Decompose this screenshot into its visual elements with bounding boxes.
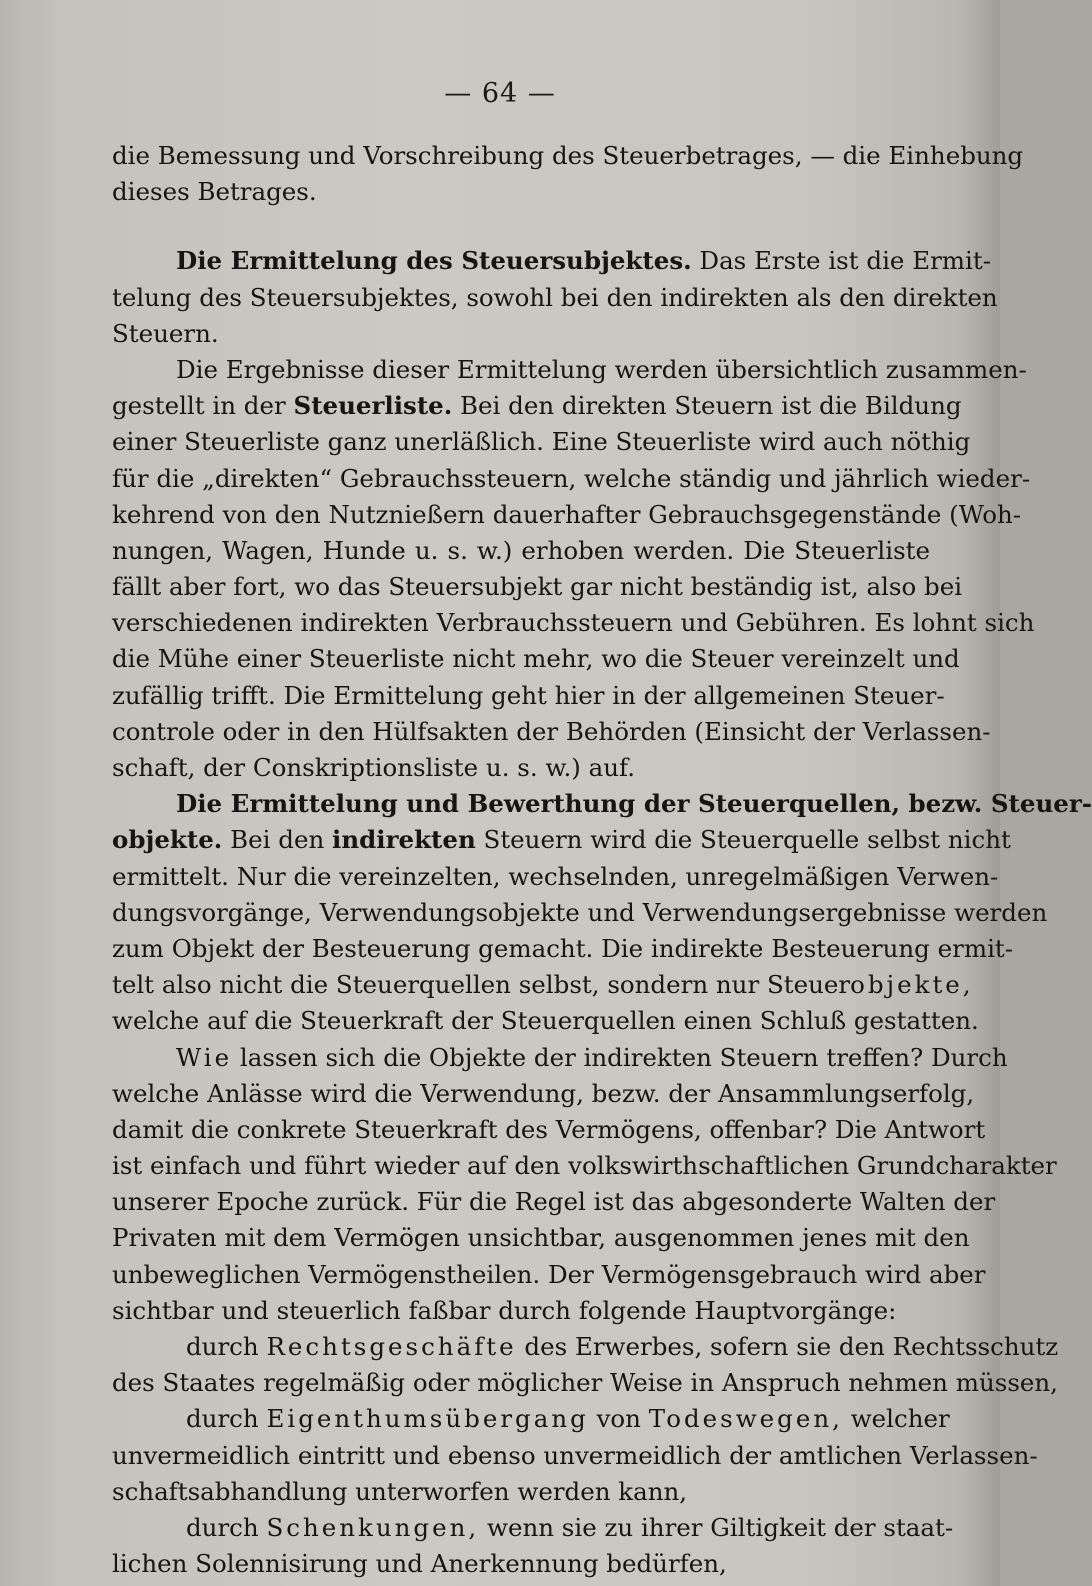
text-line [112, 786, 1092, 822]
text-line [112, 859, 999, 895]
text-line [112, 1040, 1008, 1076]
text-segment: Steuern wird die Steuerquelle selbst nicht [475, 825, 1011, 855]
text-segment: dungsvorgänge, Verwendungsobjekte und Verwendungsergebnisse werden [112, 897, 1048, 927]
text-line [112, 1293, 930, 1329]
text-line [112, 895, 1048, 931]
text-line [112, 174, 930, 210]
text-segment: durch [186, 1404, 267, 1434]
spaced-text: Eigenthumsübergang [266, 1404, 589, 1434]
bold-text: indirekten [332, 825, 476, 855]
paragraph-gap [112, 210, 930, 243]
text-line [112, 1184, 996, 1220]
text-line [112, 1510, 954, 1546]
text-segment: Das Erste ist die Ermit- [691, 246, 991, 276]
bold-text: Die Ermittelung des Steuersubjektes. [176, 246, 692, 276]
bold-text: objekte. [112, 825, 223, 855]
text-segment: des Erwerbes, sofern sie den Rechtsschutz [516, 1332, 1059, 1361]
body-text [112, 138, 1092, 1582]
text-segment: für die „direkten“ Gebrauchssteuern, welche ständig und jährlich wieder- [112, 463, 1031, 493]
text-segment: welche Anlässe wird die Verwendung, bezw. der Ansammlungserfolg, [112, 1078, 975, 1108]
text-segment: schaftsabhandlung unterworfen werden kann, [112, 1476, 688, 1506]
text-line [112, 1474, 930, 1510]
text-segment: Steuern. [112, 318, 219, 348]
text-segment: controle oder in den Hülfsakten der Behörden (Einsicht der Verlassen- [112, 716, 991, 746]
text-line [112, 1401, 950, 1437]
text-line [112, 1003, 979, 1039]
text-segment: telung des Steuersubjektes, sowohl bei den indirekten als den direkten [112, 282, 998, 312]
text-line [112, 388, 962, 424]
text-line [112, 931, 1014, 967]
text-segment: die Mühe einer Steuerliste nicht mehr, wo die Steuer vereinzelt und [112, 644, 960, 674]
text-line [112, 533, 930, 569]
bold-text: Die Ermittelung und Bewerthung der Steuerquellen, bezw. Steuer- [176, 789, 1092, 819]
text-line [112, 678, 945, 714]
text-line [112, 750, 930, 786]
text-segment: die Bemessung und Vorschreibung des Steuerbetrages, — die Einhebung [112, 141, 1024, 170]
text-segment: welcher [842, 1404, 950, 1434]
text-line [112, 605, 1035, 641]
text-segment: welche auf die Steuerkraft der Steuerquellen einen Schluß gestatten. [112, 1006, 979, 1036]
bold-text: Steuerliste. [293, 391, 453, 421]
text-line [112, 1148, 1057, 1184]
text-line [112, 714, 991, 750]
page-number: — 64 — [444, 78, 556, 109]
spaced-text: Rechtsgeschäfte [266, 1332, 517, 1361]
text-line [112, 1438, 1038, 1474]
text-segment: damit die conkrete Steuerkraft des Vermögens, offenbar? Die Antwort [112, 1114, 986, 1144]
text-segment: Bei den [222, 825, 333, 855]
spaced-text: Schenkungen, [266, 1512, 480, 1542]
text-segment: durch [186, 1332, 267, 1361]
text-segment: des Staates regelmäßig oder möglicher Weise in Anspruch nehmen müssen, [112, 1368, 1058, 1398]
text-line [112, 424, 971, 460]
text-segment: zufällig trifft. Die Ermittelung geht hier in der allgemeinen Steuer- [112, 680, 945, 710]
spaced-text: objekte, [850, 970, 974, 1000]
text-line [112, 316, 930, 352]
text-line [112, 1220, 970, 1256]
text-segment: lichen Solennisirung und Anerkennung bedürfen, [112, 1549, 727, 1579]
text-segment: zum Objekt der Besteuerung gemacht. Die indirekte Besteuerung ermit- [112, 933, 1014, 963]
text-segment: unbeweglichen Vermögenstheilen. Der Vermögensgebrauch wird aber [112, 1259, 986, 1289]
text-line [112, 280, 998, 316]
text-line [112, 1257, 986, 1293]
text-segment: einer Steuerliste ganz unerläßlich. Eine Steuerliste wird auch nöthig [112, 427, 971, 457]
spaced-text: Wie [176, 1042, 233, 1072]
text-segment: gestellt in der [112, 391, 294, 421]
text-segment: Privaten mit dem Vermögen unsichtbar, ausgenommen jenes mit den [112, 1223, 970, 1253]
text-segment: Bei den direkten Steuern ist die Bildung [452, 391, 962, 421]
text-line [112, 967, 974, 1003]
text-segment: verschiedenen indirekten Verbrauchssteuern und Gebühren. Es lohnt sich [112, 608, 1035, 638]
text-segment: ermittelt. Nur die vereinzelten, wechselnden, unregelmäßigen Verwen- [112, 861, 999, 891]
text-segment: fällt aber fort, wo das Steuersubjekt gar nicht beständig ist, also bei [112, 572, 963, 602]
text-segment: kehrend von den Nutznießern dauerhafter Gebrauchsgegenstände (Woh- [112, 499, 1022, 529]
text-segment: Die Ergebnisse dieser Ermittelung werden übersichtlich zusammen- [176, 354, 1027, 384]
text-line [112, 138, 1024, 174]
text-segment: dieses Betrages. [112, 177, 317, 207]
text-segment: schaft, der Conskriptionsliste u. s. w.) auf. [112, 753, 636, 782]
text-line [112, 1546, 930, 1582]
text-line [112, 243, 991, 279]
text-line [112, 1076, 975, 1112]
spaced-text: Todeswegen, [648, 1404, 843, 1434]
text-segment: ist einfach und führt wieder auf den volkswirthschaftlichen Grundcharakter [112, 1151, 1057, 1181]
text-line [112, 822, 1011, 858]
text-segment: sichtbar und steuerlich faßbar durch folgende Hauptvorgänge: [112, 1295, 897, 1325]
text-line [112, 1112, 986, 1148]
text-line [112, 461, 1031, 497]
text-line [112, 1365, 1058, 1401]
text-segment: telt also nicht die Steuerquellen selbst, sondern nur Steuer [112, 970, 851, 1000]
text-segment: nungen, Wagen, Hunde u. s. w.) erhoben werden. Die Steuerliste [112, 535, 930, 565]
text-line [112, 1329, 1059, 1365]
text-line [112, 497, 1022, 533]
text-segment: lassen sich die Objekte der indirekten Steuern treffen? Durch [232, 1042, 1008, 1072]
text-segment: durch [186, 1512, 267, 1542]
text-line [112, 569, 963, 605]
text-segment: wenn sie zu ihrer Giltigkeit der staat- [479, 1512, 954, 1542]
text-segment: unvermeidlich eintritt und ebenso unvermeidlich der amtlichen Verlassen- [112, 1440, 1038, 1470]
text-line [112, 641, 960, 677]
text-segment: von [588, 1404, 649, 1434]
text-line [112, 352, 1027, 388]
text-segment: unserer Epoche zurück. Für die Regel ist das abgesonderte Walten der [112, 1187, 996, 1217]
